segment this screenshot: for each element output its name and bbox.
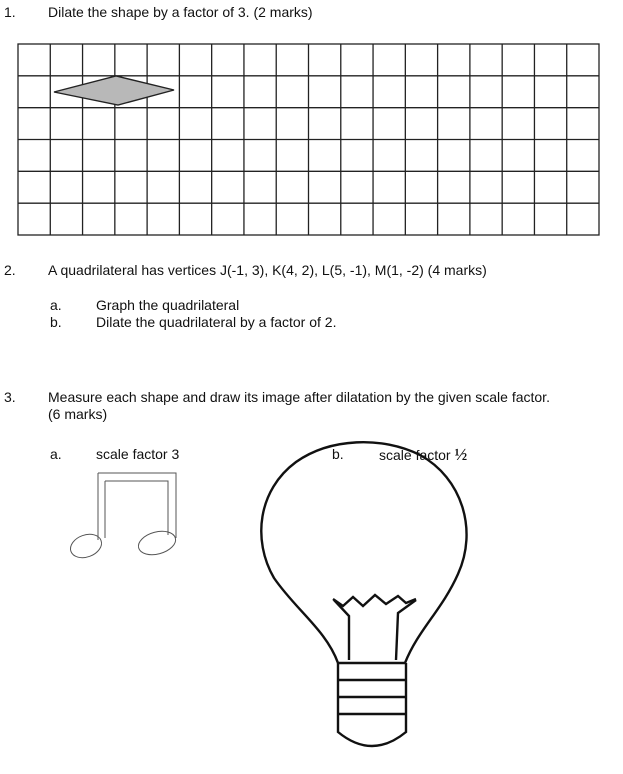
light-bulb-icon (261, 442, 466, 746)
question-2a-label: a. (50, 297, 62, 313)
question-2b-label: b. (50, 314, 62, 330)
question-3b-label: b. (332, 446, 344, 462)
question-3a-text: scale factor 3 (96, 446, 180, 462)
question-3a-label: a. (50, 446, 62, 462)
question-1-text: Dilate the shape by a factor of 3. (2 marks) (48, 4, 313, 20)
question-3-text-line1: Measure each shape and draw its image after dilatation by the given scale factor. (48, 389, 550, 405)
question-3-number: 3. (4, 389, 16, 405)
question-2-text: A quadrilateral has vertices J(-1, 3), K(4, 2), L(5, -1), M(1, -2) (4 marks) (48, 262, 487, 278)
question-2a-text: Graph the quadrilateral (96, 297, 240, 313)
question-3b-text (379, 446, 467, 464)
question-2b-text: Dilate the quadrilateral by a factor of 2. (96, 314, 337, 330)
question-3b-fraction: ½ (454, 445, 468, 464)
question-2-number: 2. (4, 262, 16, 278)
question-3b-text-main: scale factor (379, 447, 451, 463)
question-1-number: 1. (4, 4, 16, 20)
music-note-icon (67, 473, 178, 562)
diamond-icon (54, 76, 174, 105)
question-3-text-line2: (6 marks) (48, 406, 108, 422)
dilation-grid (18, 44, 599, 235)
